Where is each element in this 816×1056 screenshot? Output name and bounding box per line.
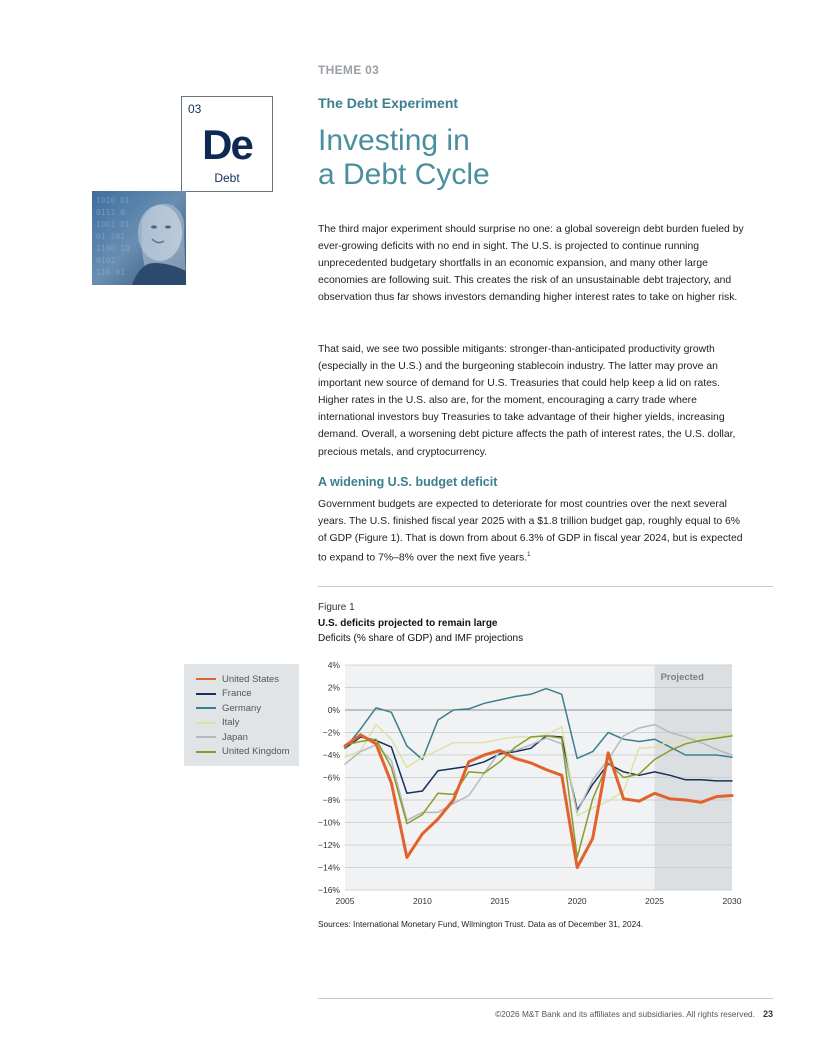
- y-tick-label: −4%: [322, 750, 340, 760]
- y-tick-label: −12%: [318, 840, 340, 850]
- legend-label: Japan: [222, 731, 248, 743]
- mitigants-paragraph: That said, we see two possible mitigants: stronger-than-anticipated productivity growth (especially in the U.S.) and the burgeoning stablecoin industry. The latter may prove an important new source of demand for U.S. Treasuries that could help keep a lid on rates. Higher rates in the U.S. also are, for the moment, encouraging a carry trade where international investors buy Treasuries to take advantage of their higher yields, increasing demand. Overall, a worsening debt picture affects the path of interest rates, the U.S. dollar, precious metals, and cryptocurrency.: [318, 344, 736, 458]
- figure-title: U.S. deficits projected to remain large: [318, 618, 498, 629]
- legend-item: [196, 716, 239, 730]
- x-tick-label: 2030: [722, 896, 742, 906]
- legend-item: [196, 730, 248, 744]
- legend-swatch: [196, 736, 216, 738]
- legend-item: [196, 672, 279, 686]
- x-tick-label: 2005: [335, 896, 355, 906]
- page-number: 23: [762, 1009, 773, 1019]
- legend-item: [196, 701, 261, 715]
- y-tick-label: −8%: [322, 795, 340, 805]
- section-divider: [318, 586, 773, 587]
- legend-label: United Kingdom: [222, 746, 290, 757]
- figure-sources: Sources: International Monetary Fund, Wilmington Trust. Data as of December 31, 2024.: [318, 919, 644, 929]
- legend-item: [196, 745, 290, 759]
- y-tick-label: −16%: [318, 885, 340, 895]
- x-tick-label: 2015: [490, 896, 510, 906]
- legend-swatch: [196, 751, 216, 753]
- y-tick-label: −10%: [318, 817, 340, 828]
- legend-swatch: [196, 707, 216, 709]
- element-number: 03: [188, 102, 202, 116]
- headline-line-1: Investing in: [318, 124, 470, 157]
- headline-line-2: a Debt Cycle: [318, 158, 490, 191]
- svg-text:1100 10: 1100 10: [96, 244, 130, 253]
- footer-divider: [318, 998, 773, 999]
- element-tile: [181, 96, 273, 192]
- y-tick-label: −2%: [322, 727, 340, 738]
- x-tick-label: 2025: [645, 896, 665, 906]
- footnote-marker: 1: [527, 552, 531, 559]
- budget-paragraph: [318, 496, 748, 567]
- y-tick-label: 0%: [327, 705, 340, 715]
- svg-text:1001 01: 1001 01: [96, 220, 130, 229]
- legend-label: Germany: [222, 702, 262, 714]
- svg-text:0111 0: 0111 0: [96, 208, 125, 217]
- legend-item: [196, 687, 252, 701]
- y-tick-label: 4%: [327, 660, 340, 670]
- currency-portrait-photo: [92, 191, 186, 285]
- figure-subtitle: Deficits (% share of GDP) and IMF projections: [318, 633, 524, 644]
- page-footer: [318, 1009, 773, 1019]
- budget-paragraph-text: Government budgets are expected to deteriorate for most countries over the next several years. The U.S. finished fiscal year 2025 with a $1.8 trillion budget gap, roughly equal to 6% of GDP (Figure 1). That is down from about 6.3% of GDP in fiscal year 2024, but is expected to expand to 7%–8% over the next five years.: [318, 499, 743, 564]
- legend-swatch: [196, 678, 216, 680]
- section-title: The Debt Experiment: [318, 95, 459, 111]
- legend-label: Italy: [222, 717, 240, 728]
- chart-legend: [184, 664, 299, 766]
- legend-label: United States: [222, 673, 280, 685]
- svg-text:0101: 0101: [96, 256, 116, 265]
- projected-label: Projected: [660, 672, 704, 683]
- y-tick-label: −6%: [322, 772, 340, 783]
- legend-label: France: [222, 688, 252, 699]
- legend-swatch: [196, 722, 216, 724]
- y-tick-label: −14%: [318, 862, 340, 873]
- svg-text:01 101: 01 101: [96, 232, 125, 241]
- element-symbol: De: [202, 121, 252, 168]
- figure-label: Figure 1: [318, 602, 355, 613]
- svg-text:110 01: 110 01: [96, 268, 125, 277]
- copyright-text: ©2026 M&T Bank and its affiliates and subsidiaries. All rights reserved.: [495, 1009, 755, 1019]
- subhead-budget-deficit: A widening U.S. budget deficit: [318, 475, 498, 489]
- element-name: Debt: [214, 171, 240, 185]
- page-headline: [318, 124, 490, 192]
- x-tick-label: 2020: [567, 896, 587, 906]
- theme-label: THEME 03: [318, 63, 380, 77]
- x-tick-label: 2010: [412, 896, 432, 906]
- legend-swatch: [196, 693, 216, 695]
- intro-paragraph: The third major experiment should surprise no one: a global sovereign debt burden fueled by ever-growing deficits with no end in sight. The U.S. is projected to continue running unprecedented budgetary shortfalls in an economic expansion, and many other large economies are following suit. This creates the risk of an unsustainable debt trajectory, and observation thus far shows investors demanding higher interest rates to take on higher risk.: [318, 224, 744, 304]
- deficit-line-chart: [310, 655, 750, 910]
- y-tick-label: 2%: [327, 682, 340, 693]
- svg-text:1010 01: 1010 01: [96, 196, 130, 205]
